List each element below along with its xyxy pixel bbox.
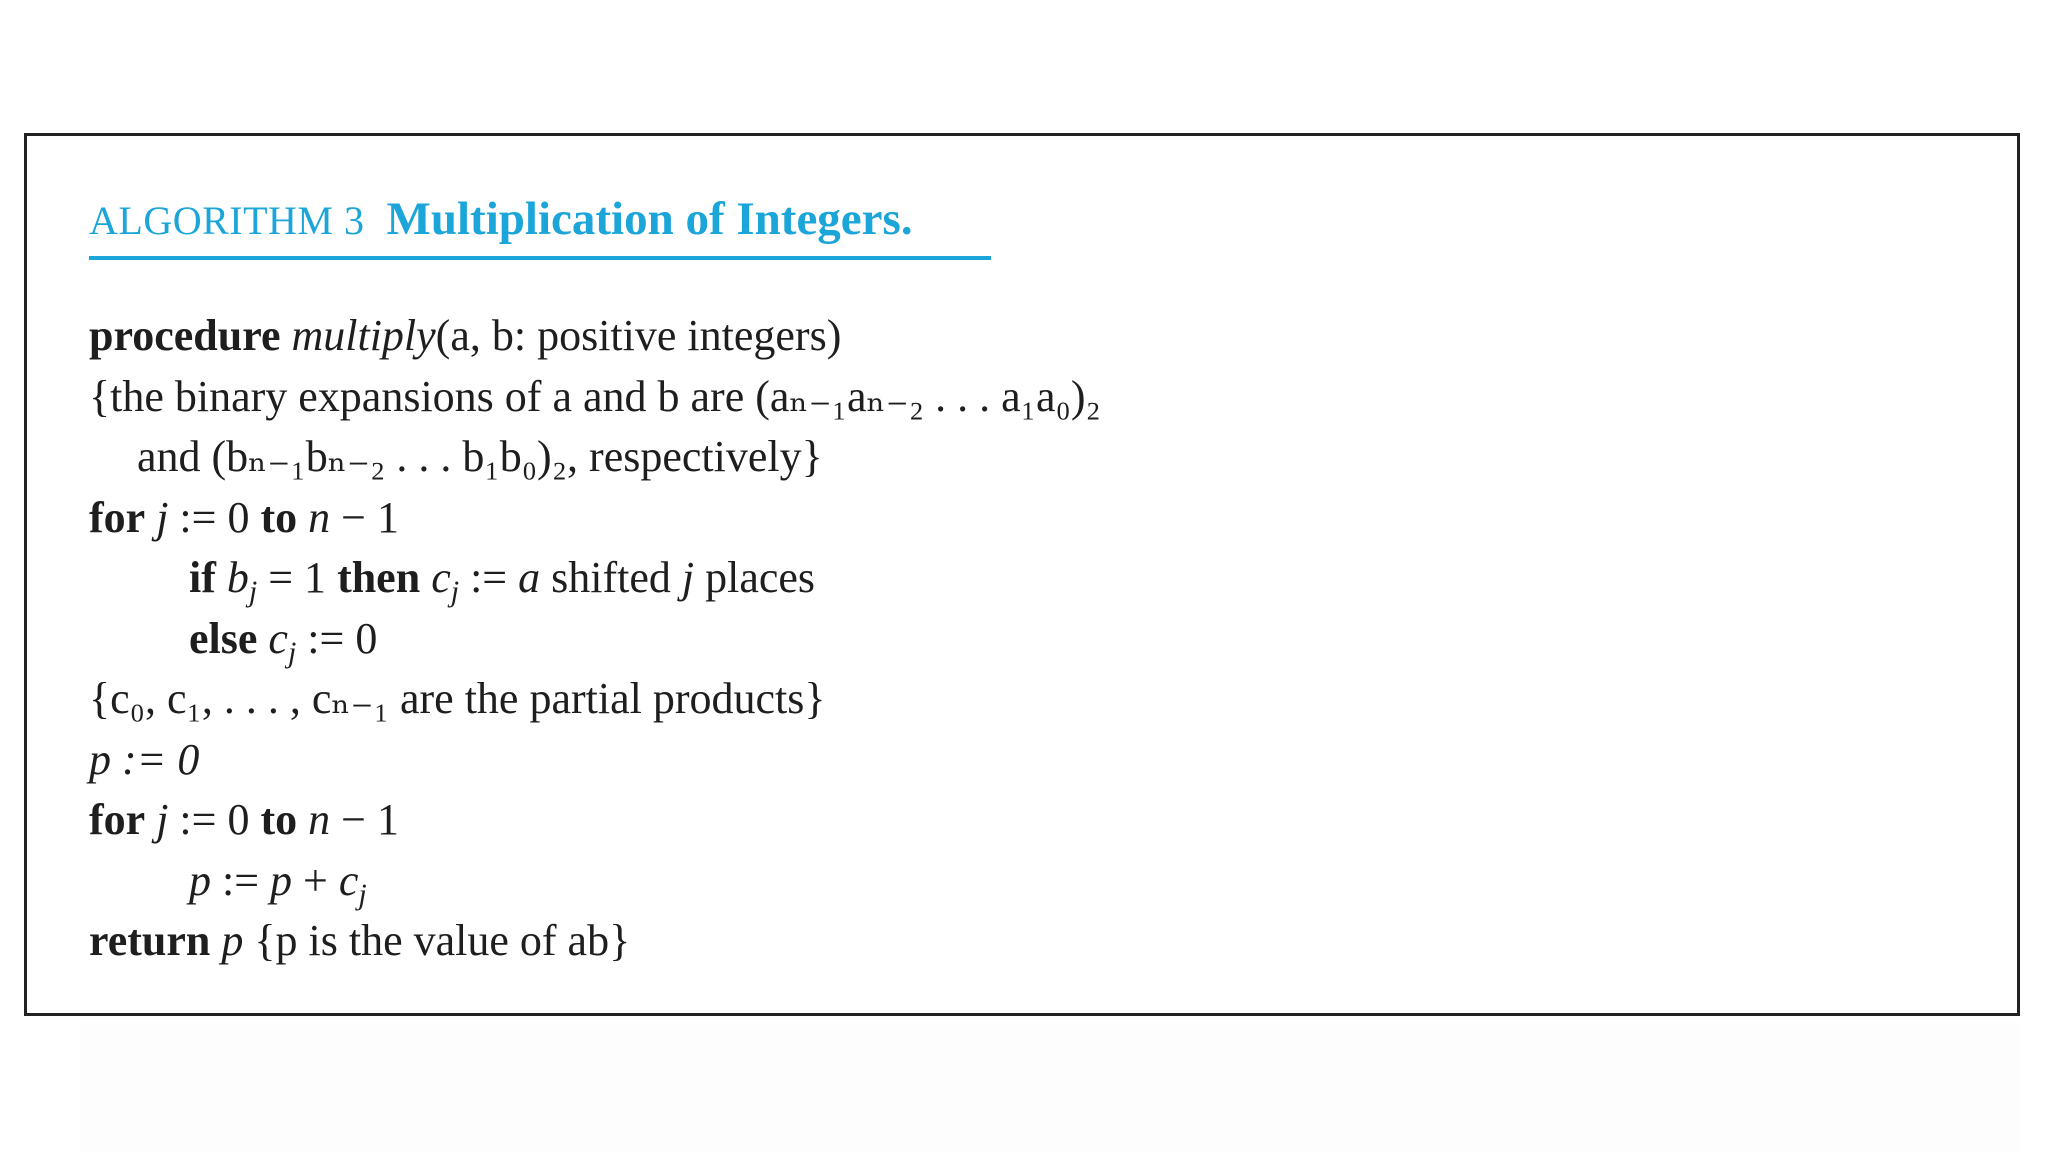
algorithm-title: Multiplication of Integers. — [386, 193, 913, 245]
comment-line-1 — [89, 367, 1101, 428]
algorithm-label: ALGORITHM 3 — [89, 198, 365, 243]
then-keyword: then — [337, 553, 421, 602]
comment-line-2 — [89, 427, 1101, 488]
else-keyword: else — [189, 613, 258, 663]
places-text: places — [705, 553, 816, 602]
return-keyword: return — [89, 916, 211, 965]
for-loop-line-1: for j := 0 to n − 1 — [89, 492, 399, 542]
p-init-statement: p := 0 — [89, 734, 200, 784]
algorithm-header — [89, 192, 913, 246]
procedure-name: multiply — [291, 311, 436, 360]
for-keyword-2: for — [89, 795, 146, 844]
procedure-params: (a, b: positive integers) — [435, 311, 842, 360]
return-line: return p {p is the value of ab} — [89, 916, 631, 965]
binary-expansion-comment-1: {the binary expansions of a and b are (aₙ₋₁aₙ₋₂ . . . a₁a₀)₂ — [89, 371, 1101, 421]
if-line: if $b_j = 1$ then $c_j$ := a shifted j places — [189, 553, 816, 608]
else-line: else $c_j$ := 0 — [189, 613, 378, 669]
accumulate-line: p := $p + c_j$ — [189, 855, 367, 911]
shifted-text: shifted — [551, 553, 671, 602]
to-keyword: to — [260, 492, 298, 542]
algorithm-box — [24, 133, 2020, 1016]
partial-products-comment: {c₀, c₁, . . . , cₙ₋₁ are the partial products} — [89, 674, 826, 723]
return-comment: {p is the value of ab} — [254, 916, 631, 965]
partial-products-comment-line — [89, 669, 1101, 730]
for-keyword: for — [89, 492, 146, 542]
for-loop-line-2: for j := 0 to n − 1 — [89, 795, 399, 844]
title-underline — [89, 256, 991, 260]
procedure-keyword: procedure — [89, 311, 281, 360]
to-keyword-2: to — [260, 795, 298, 844]
procedure-line — [89, 306, 1101, 367]
if-keyword: if — [189, 553, 216, 602]
binary-expansion-comment-2: and (bₙ₋₁bₙ₋₂ . . . b₁b₀)₂, respectively} — [137, 432, 823, 481]
p-init-line — [89, 730, 1101, 791]
pseudocode-block — [89, 306, 1101, 972]
background-panel — [80, 1022, 2020, 1152]
